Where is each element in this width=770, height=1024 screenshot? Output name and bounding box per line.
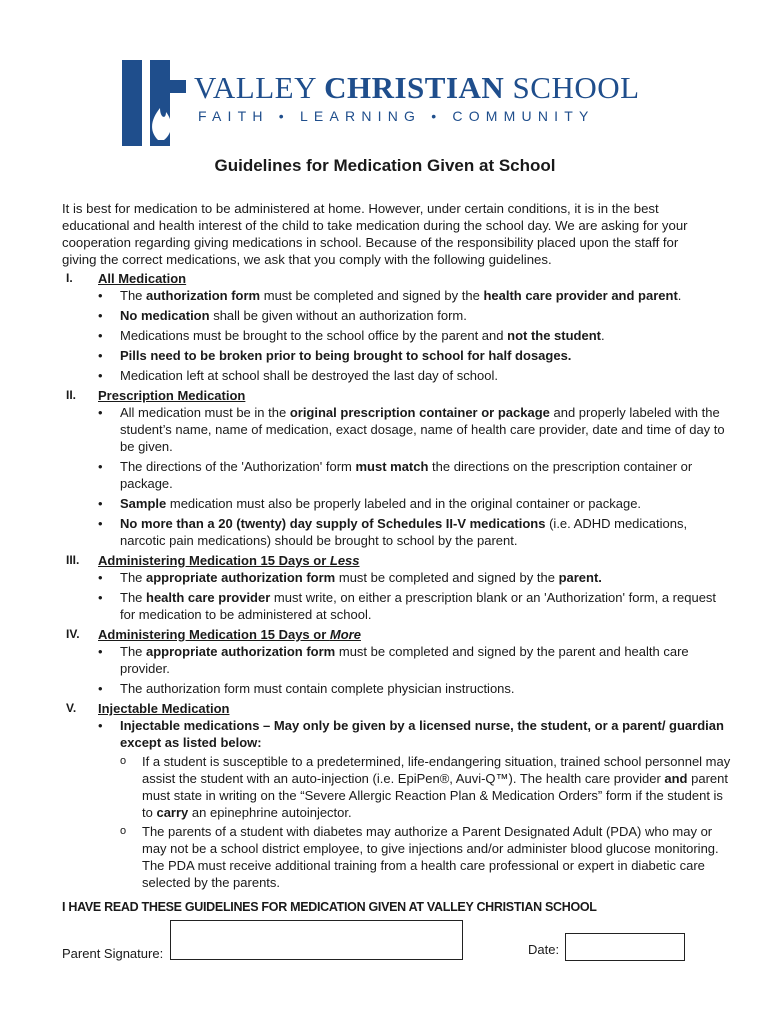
- acknowledgement-statement: I HAVE READ THESE GUIDELINES FOR MEDICATION GIVEN AT VALLEY CHRISTIAN SCHOOL: [62, 900, 597, 914]
- school-name: VALLEY CHRISTIAN SCHOOL: [194, 70, 640, 105]
- list-item: • Medication left at school shall be destroyed the last day of school.: [98, 368, 498, 383]
- list-item: • The appropriate authorization form must be completed and signed by the parent.: [98, 570, 602, 585]
- school-logo: [122, 58, 642, 148]
- list-item: • The appropriate authorization form must be completed and signed by the parent and health care provider.: [98, 644, 689, 676]
- school-tagline: FAITH • LEARNING • COMMUNITY: [198, 108, 595, 124]
- section-15-days-or-less: [62, 552, 732, 623]
- section-numeral: V.: [66, 701, 77, 715]
- section-heading: All Medication: [98, 271, 187, 286]
- signature-field[interactable]: [170, 920, 463, 960]
- list-item: • No medication shall be given without an authorization form.: [98, 308, 467, 323]
- intro-paragraph: It is best for medication to be administered at home. However, under certain conditions, it is in the best educational and health interest of the child to take medication during the school day. We are asking for your cooperation regarding giving medications in school. Because of the responsibility placed upon the staff for giving the correct medications, we ask that you comply with the following guidelines.: [62, 201, 688, 267]
- section-heading: Injectable Medication: [98, 701, 230, 716]
- section-all-medication: [62, 270, 732, 384]
- list-item: • Injectable medications – May only be given by a licensed nurse, the student, or a parent/ guardian except as listed below: o If a student is susceptible to a predetermined, life-endangering situation, trained school personnel may assist the student with an auto-injection (i.e. EpiPen®, Auvi-Q™). The health care provider and parent must state in writing on the “Severe Allergic Reaction Plan & Medication Orders” form if the student is to carry an epinephrine autoinjector. o The parents of a student with diabetes may authorize a Parent Designated Adult (PDA) who may or may not be a school district employee, to give injections and/or administer blood glucose monitoring. The PDA must receive additional training from a health care professional or expert in diabetic care selected by the parents.: [98, 718, 731, 890]
- list-item: • All medication must be in the original prescription container or package and properly labeled with the student’s name, name of medication, exact dosage, name of health care provider, date and time of day to be given.: [98, 405, 725, 454]
- section-numeral: I.: [66, 271, 73, 285]
- list-item: • The health care provider must write, on either a prescription blank or an 'Authorization' form, a request for medication to be administered at school.: [98, 590, 717, 622]
- section-numeral: III.: [66, 553, 80, 567]
- list-item: • Medications must be brought to the school office by the parent and not the student.: [98, 328, 605, 343]
- list-item: • The authorization form must be completed and signed by the health care provider and parent.: [98, 288, 682, 303]
- section-injectable-medication: [62, 700, 732, 891]
- list-item: • Sample medication must also be properly labeled and in the original container or package.: [98, 496, 642, 511]
- section-heading: Prescription Medication: [98, 388, 246, 403]
- list-item: • The directions of the 'Authorization' form must match the directions on the prescription container or package.: [98, 459, 693, 491]
- list-item: • Pills need to be broken prior to being brought to school for half dosages.: [98, 348, 572, 363]
- sub-list-item: o If a student is susceptible to a predetermined, life-endangering situation, trained school personnel may assist the student with an auto-injection (i.e. EpiPen®, Auvi-Q™). The health care provider and parent must state in writing on the “Severe Allergic Reaction Plan & Medication Orders” form if the student is to carry an epinephrine autoinjector.: [120, 754, 731, 820]
- section-heading: Administering Medication 15 Days or More: [98, 627, 361, 642]
- section-numeral: IV.: [66, 627, 80, 641]
- date-field[interactable]: [565, 933, 685, 961]
- date-label: Date:: [528, 942, 560, 957]
- cross-flame-icon: [122, 60, 186, 146]
- section-prescription-medication: [62, 387, 732, 549]
- document-title: Guidelines for Medication Given at School: [214, 156, 556, 175]
- section-numeral: II.: [66, 388, 77, 402]
- section-15-days-or-more: [62, 626, 732, 697]
- guidelines-list: [62, 270, 732, 894]
- list-item: • No more than a 20 (twenty) day supply of Schedules II-V medications (i.e. ADHD medications, narcotic pain medications) should be brought to school by the parent.: [98, 516, 688, 548]
- signature-label: Parent Signature:: [62, 946, 164, 961]
- section-heading: Administering Medication 15 Days or Less: [98, 553, 360, 568]
- sub-list-item: o The parents of a student with diabetes may authorize a Parent Designated Adult (PDA) who may or may not be a school district employee, to give injections and/or administer blood glucose monitoring. The PDA must receive additional training from a health care professional or expert in diabetic care selected by the parents.: [120, 824, 719, 890]
- list-item: • The authorization form must contain complete physician instructions.: [98, 681, 515, 696]
